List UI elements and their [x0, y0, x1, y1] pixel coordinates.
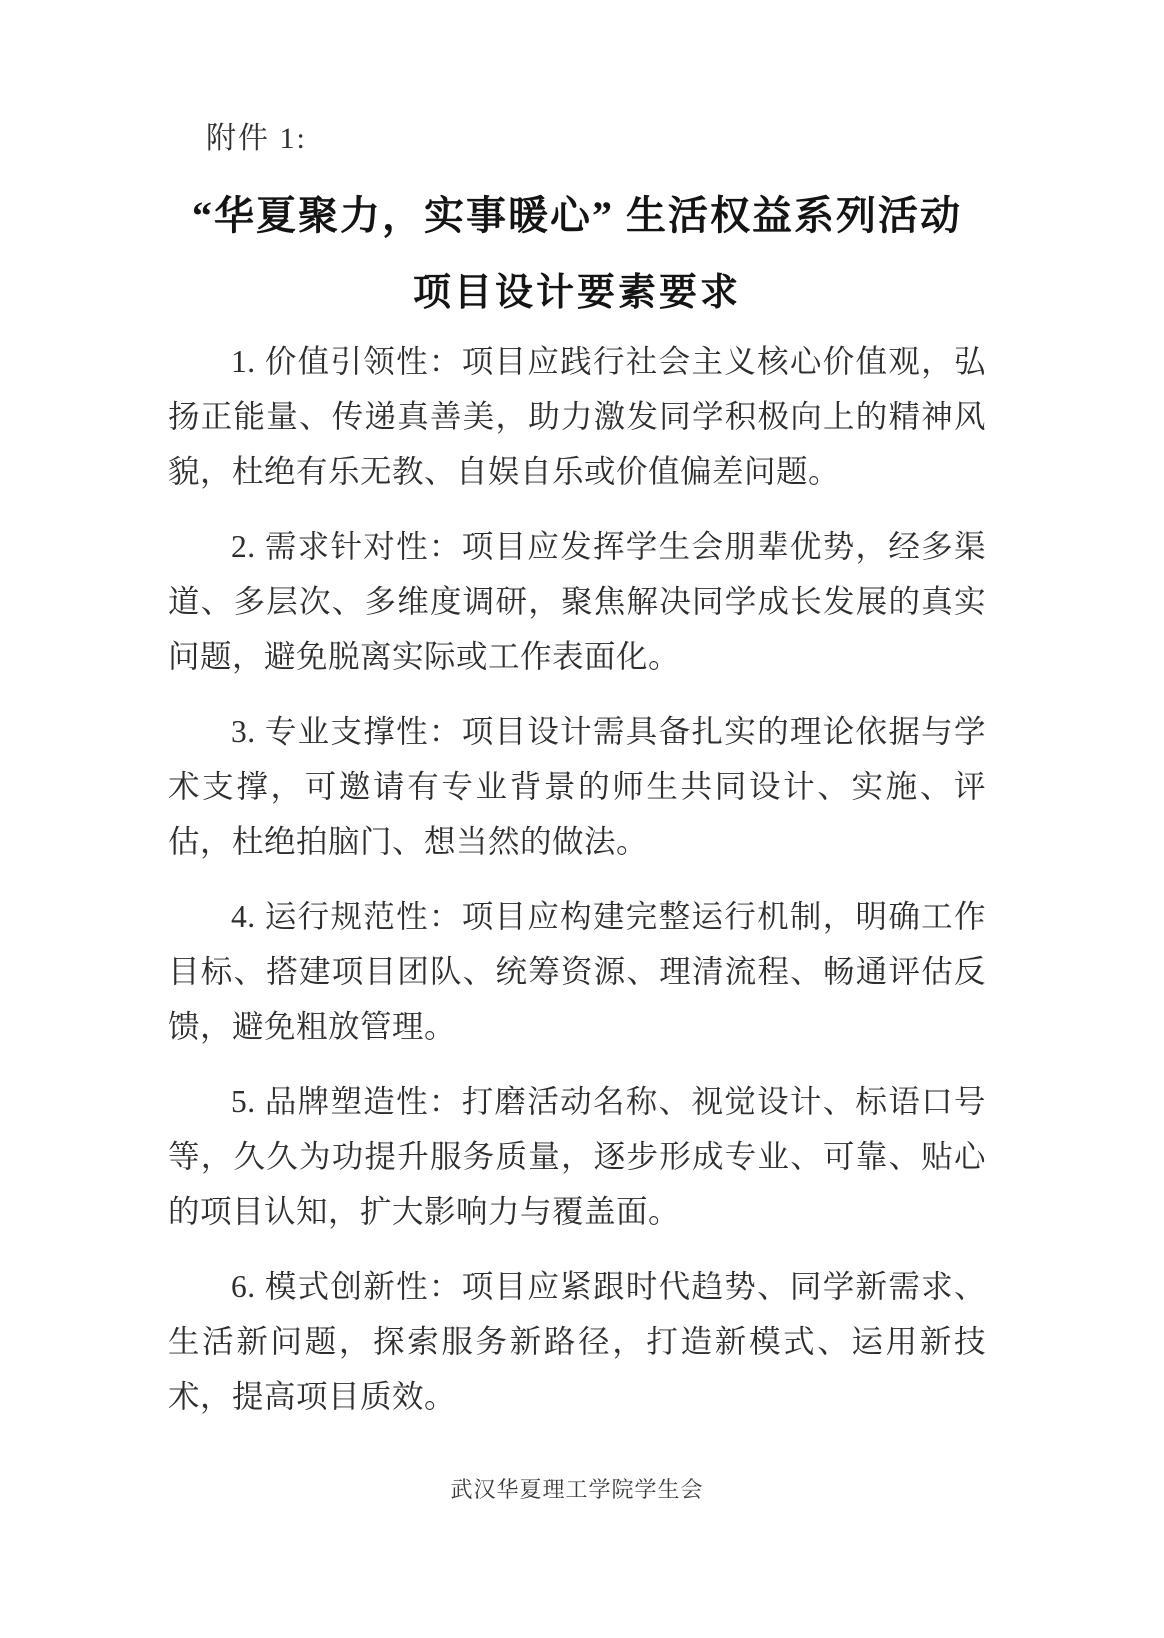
paragraph-professional-support: 3. 专业支撑性：项目设计需具备扎实的理论依据与学术支撑，可邀请有专业背景的师生共同设计、实施、评估，杜绝拍脑门、想当然的做法。 — [168, 714, 986, 859]
paragraph-model-innovation: 6. 模式创新性：项目应紧跟时代趋势、同学新需求、生活新问题，探索服务新路径，打造新模式、运用新技术，提高项目质效。 — [168, 1269, 986, 1414]
attachment-label: 附件 1: — [206, 122, 307, 155]
paragraph-need-targeting: 2. 需求针对性：项目应发挥学生会朋辈优势，经多渠道、多层次、多维度调研，聚焦解决同学成长发展的真实问题，避免脱离实际或工作表面化。 — [168, 529, 986, 674]
paragraph-brand-building: 5. 品牌塑造性：打磨活动名称、视觉设计、标语口号等，久久为功提升服务质量，逐步形成专业、可靠、贴心的项目认知，扩大影响力与覆盖面。 — [168, 1084, 986, 1229]
document-title-line2: 项目设计要素要求 — [412, 272, 741, 314]
paragraph-value-leading: 1. 价值引领性：项目应践行社会主义核心价值观，弘扬正能量、传递真善美，助力激发同学积极向上的精神风貌，杜绝有乐无教、自娱自乐或价值偏差问题。 — [168, 344, 986, 489]
paragraph-operation-standard: 4. 运行规范性：项目应构建完整运行机制，明确工作目标、搭建项目团队、统筹资源、理清流程、畅通评估反馈，避免粗放管理。 — [168, 899, 986, 1044]
document-footer: 武汉华夏理工学院学生会 — [450, 1477, 704, 1502]
document-title-line1: “华夏聚力，实事暖心” 生活权益系列活动 — [192, 193, 962, 238]
